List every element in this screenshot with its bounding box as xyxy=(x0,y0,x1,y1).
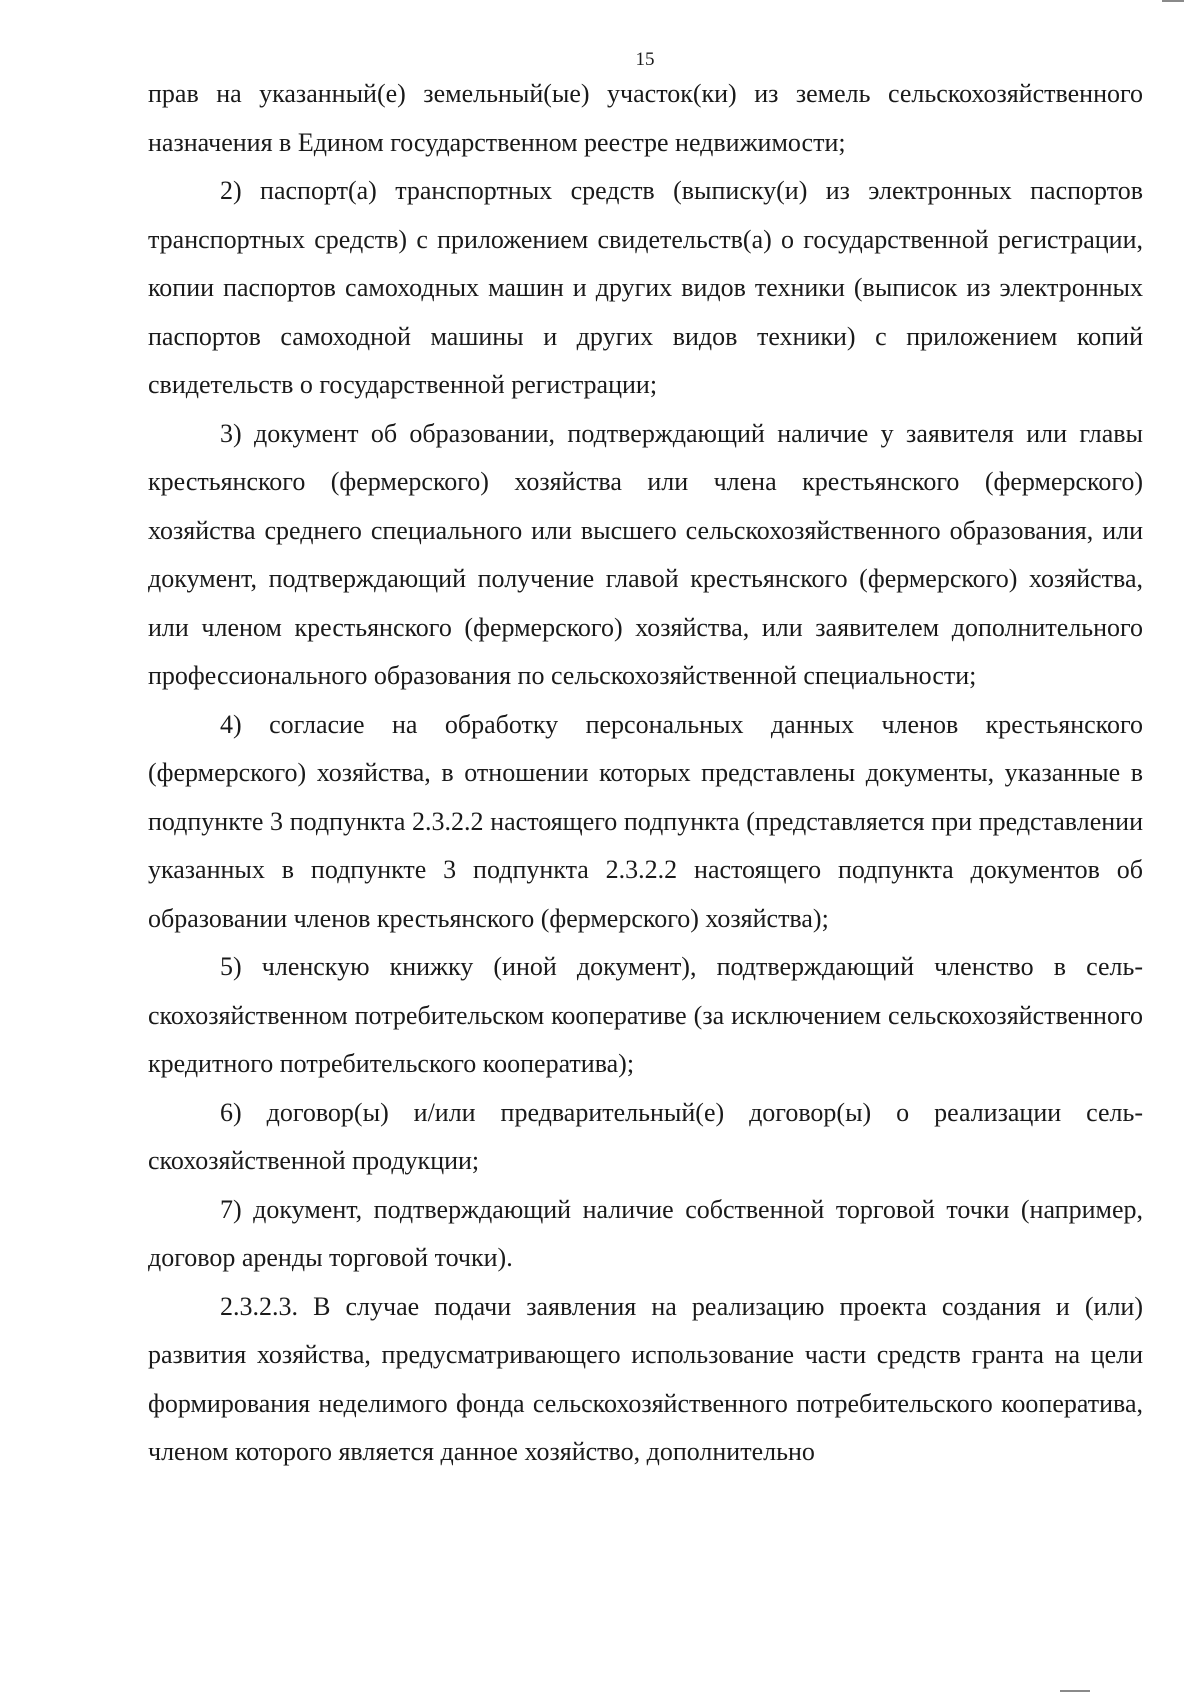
list-item-5: 5) членскую книжку (иной документ), подтверждающий членство в сельскохозяйственном потребительском кооперативе (за исключением сельскохозяйственного кредитного потребительского кооператива); xyxy=(148,952,1143,1078)
page-number: 15 xyxy=(635,49,655,70)
document-body xyxy=(148,70,1143,1477)
paragraph-continuation: прав на указанный(е) земельный(ые) участок(ки) из земель сельскохозяйственного назначения в Едином государственном реестре недвижимости; xyxy=(148,79,1143,157)
scan-mark-bottom-right xyxy=(1060,1690,1090,1692)
list-item-2: 2) паспорт(а) транспортных средств (выписку(и) из электронных паспортов транспортных средств) с приложением свидетельств(а) о государственной регистрации, копии паспортов самоходных машин и других видов техники (выписок из электронных паспортов самоходной машины и других видов техники) с приложением копий свидетельств о государственной регистрации; xyxy=(148,176,1143,399)
list-item-6: 6) договор(ы) и/или предварительный(е) договор(ы) о реализации сельскохозяйственной продукции; xyxy=(148,1097,1143,1175)
clause-2-3-2-3: 2.3.2.3. В случае подачи заявления на реализацию проекта создания и (или) развития хозяйства, предусматривающего использование части средств гранта на цели формирования неделимого фонда сельскохозяйственного потребительского кооператива, членом которого является данное хозяйство, дополнительно xyxy=(148,1291,1143,1466)
list-item-3: 3) документ об образовании, подтверждающий наличие у заявителя или главы крестьянского (фермерского) хозяйства или члена крестьянского (фермерского) хозяйства среднего специального или высшего сельскохозяйственного образования, или документ, подтверждающий получение главой крестьянского (фермерского) хозяйства, или членом крестьянского (фермерского) хозяйства, или заявителем дополнительного профессионального образования по сельскохозяйственной специальности; xyxy=(148,418,1143,690)
scan-mark-top-right xyxy=(1162,0,1184,2)
list-item-7: 7) документ, подтверждающий наличие собственной торговой точки (например, договор аренды торговой точки). xyxy=(148,1194,1143,1272)
list-item-4: 4) согласие на обработку персональных данных членов крестьянского (фермерского) хозяйства, в отношении которых представлены документы, указанные в подпункте 3 подпункта 2.3.2.2 настоящего подпункта (представляется при представлении указанных в подпункте 3 подпункта 2.3.2.2 настоящего подпункта документов об образовании членов крестьянского (фермерского) хозяйства); xyxy=(148,709,1143,933)
